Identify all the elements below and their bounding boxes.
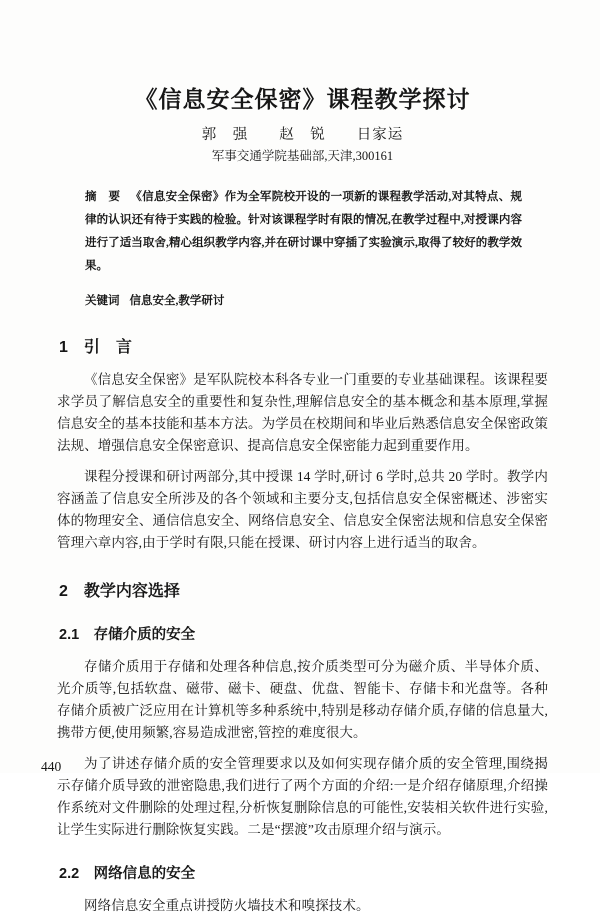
- authors-line: 郭 强 赵 锐 日家运: [201, 127, 404, 143]
- section-2-2-paragraph-1: 网络信息安全重点讲授防火墙技术和嗅探技术。: [84, 898, 370, 913]
- keywords-label: 关键词: [85, 295, 120, 307]
- page-number: 440: [41, 759, 62, 774]
- abstract-label: 摘 要: [85, 191, 121, 203]
- section-1-paragraph-1: 《信息安全保密》是军队院校本科各专业一门重要的专业基础课程。该课程要求学员了解信息安全的重要性和复杂性,理解信息安全的基本概念和基本原理,掌握信息安全的基本技能和基本方法。为学员在校期间和毕业后熟悉信息安全保密政策法规、增强信息安全保密意识、提高信息安全保密能力起到重要作用。: [57, 372, 548, 453]
- abstract-block: [85, 186, 522, 278]
- section-2-heading: 2 教学内容选择: [59, 583, 180, 600]
- section-2-1-paragraph-2: 为了讲述存储介质的安全管理要求以及如何实现存储介质的安全管理,围绕揭示存储介质导致的泄密隐患,我们进行了两个方面的介绍:一是介绍存储原理,介绍操作系统对文件删除的处理过程,分析恢复删除信息的可能性,安装相关软件进行实验,让学生实际进行删除恢复实践。二是“摆渡”攻击原理介绍与演示。: [57, 756, 548, 837]
- paper-title: 《信息安全保密》课程教学探讨: [134, 86, 471, 112]
- section-1-paragraph-2: 课程分授课和研讨两部分,其中授课 14 学时,研讨 6 学时,总共 20 学时。教学内容涵盖了信息安全所涉及的各个领域和主要分支,包括信息安全保密概述、涉密实体的物理安全、通信信息安全、网络信息安全、信息安全保密法规和信息安全保密管理六章内容,由于学时有限,只能在授课、研讨内容上进行适当的取舍。: [57, 469, 548, 550]
- keywords-block: [85, 292, 522, 310]
- abstract-text: 《信息安全保密》作为全军院校开设的一项新的课程教学活动,对其特点、规律的认识还有待于实践的检验。针对该课程学时有限的情况,在教学过程中,对授课内容进行了适当取舍,精心组织教学内容,并在研讨课中穿插了实验演示,取得了较好的教学效果。: [85, 191, 522, 272]
- affiliation-line: 军事交通学院基础部,天津,300161: [211, 149, 394, 163]
- section-2-1-heading: 2.1 存储介质的安全: [59, 627, 196, 643]
- section-1-heading: 1 引 言: [59, 339, 132, 356]
- section-2-2-heading: 2.2 网络信息的安全: [59, 866, 196, 882]
- section-2-1-paragraph-1: 存储介质用于存储和处理各种信息,按介质类型可分为磁介质、半导体介质、光介质等,包括软盘、磁带、磁卡、硬盘、优盘、智能卡、存储卡和光盘等。各种存储介质被广泛应用在计算机等多种系统中,特别是移动存储介质,存储的信息量大,携带方便,使用频繁,容易造成泄密,管控的难度很大。: [57, 659, 548, 740]
- keywords-text: 信息安全,教学研讨: [129, 295, 225, 307]
